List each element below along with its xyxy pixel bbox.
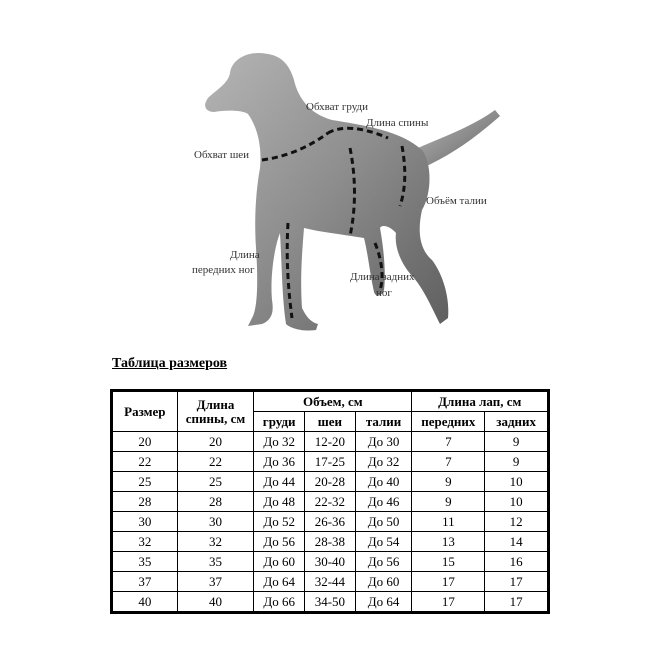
table-row — [113, 532, 548, 552]
table-cell: До 56 — [355, 552, 412, 572]
table-cell: 22 — [177, 452, 254, 472]
label-waist: Объём талии — [426, 195, 487, 207]
table-row — [113, 552, 548, 572]
header-neck: шеи — [305, 412, 356, 432]
table-cell: 30-40 — [305, 552, 356, 572]
table-cell: До 30 — [355, 432, 412, 452]
label-chest: Обхват груди — [306, 101, 368, 113]
table-cell: До 52 — [254, 512, 305, 532]
table-row — [113, 592, 548, 612]
table-row — [113, 572, 548, 592]
table-cell: 7 — [412, 452, 485, 472]
table-row — [113, 472, 548, 492]
table-cell: До 40 — [355, 472, 412, 492]
table-cell: 17 — [412, 572, 485, 592]
label-back: Длина спины — [366, 117, 429, 129]
table-cell: 30 — [177, 512, 254, 532]
header-paws: Длина лап, см — [412, 392, 548, 412]
header-hind: задних — [485, 412, 548, 432]
table-cell: 35 — [113, 552, 178, 572]
table-cell: 11 — [412, 512, 485, 532]
table-cell: 22 — [113, 452, 178, 472]
header-front: передних — [412, 412, 485, 432]
table-cell: 15 — [412, 552, 485, 572]
table-cell: 28 — [177, 492, 254, 512]
table-cell: До 60 — [355, 572, 412, 592]
table-cell: 17 — [485, 572, 548, 592]
dog-tail — [418, 110, 500, 168]
table-cell: 26-36 — [305, 512, 356, 532]
table-cell: 20 — [113, 432, 178, 452]
header-back-length-line2: спины, см — [185, 410, 246, 426]
table-cell: 22-32 — [305, 492, 356, 512]
table-cell: 35 — [177, 552, 254, 572]
table-cell: 20 — [177, 432, 254, 452]
size-table — [112, 391, 548, 612]
table-cell: 10 — [485, 472, 548, 492]
table-cell: До 56 — [254, 532, 305, 552]
table-row — [113, 452, 548, 472]
table-cell: 32-44 — [305, 572, 356, 592]
table-cell: 17 — [485, 592, 548, 612]
table-cell: 32 — [177, 532, 254, 552]
table-cell: До 32 — [355, 452, 412, 472]
table-row — [113, 432, 548, 452]
table-row — [113, 492, 548, 512]
header-back-length — [177, 392, 254, 432]
table-cell: 12-20 — [305, 432, 356, 452]
table-cell: 16 — [485, 552, 548, 572]
table-cell: 10 — [485, 492, 548, 512]
table-cell: 20-28 — [305, 472, 356, 492]
table-cell: 7 — [412, 432, 485, 452]
label-neck: Обхват шеи — [194, 149, 250, 161]
label-front-legs-2: передних ног — [192, 264, 255, 276]
table-cell: До 54 — [355, 532, 412, 552]
table-cell: 37 — [113, 572, 178, 592]
table-cell: До 50 — [355, 512, 412, 532]
label-hind-legs-2: ног — [376, 287, 392, 299]
table-cell: До 64 — [355, 592, 412, 612]
table-cell: 40 — [113, 592, 178, 612]
table-cell: 17-25 — [305, 452, 356, 472]
size-table-body — [113, 432, 548, 612]
table-cell: До 64 — [254, 572, 305, 592]
table-cell: 32 — [113, 532, 178, 552]
header-size: Размер — [113, 392, 178, 432]
table-cell: 28-38 — [305, 532, 356, 552]
table-cell: 9 — [412, 492, 485, 512]
table-cell: 17 — [412, 592, 485, 612]
table-cell: До 46 — [355, 492, 412, 512]
dog-measurement-illustration — [170, 28, 520, 358]
table-cell: 9 — [412, 472, 485, 492]
table-cell: 37 — [177, 572, 254, 592]
label-front-legs-1: Длина — [230, 249, 260, 261]
table-cell: 12 — [485, 512, 548, 532]
table-cell: До 48 — [254, 492, 305, 512]
header-chest: груди — [254, 412, 305, 432]
table-cell: 13 — [412, 532, 485, 552]
table-cell: До 60 — [254, 552, 305, 572]
table-title: Таблица размеров — [112, 356, 228, 371]
table-cell: До 32 — [254, 432, 305, 452]
table-cell: 14 — [485, 532, 548, 552]
table-cell: До 66 — [254, 592, 305, 612]
table-cell: 25 — [113, 472, 178, 492]
header-back-length-line1: Длина — [196, 396, 235, 412]
table-cell: 28 — [113, 492, 178, 512]
table-cell: 40 — [177, 592, 254, 612]
table-cell: До 36 — [254, 452, 305, 472]
table-cell: 34-50 — [305, 592, 356, 612]
table-cell: 9 — [485, 432, 548, 452]
header-volume: Объем, см — [254, 392, 412, 412]
table-cell: 9 — [485, 452, 548, 472]
dog-body — [205, 53, 448, 331]
table-cell: 30 — [113, 512, 178, 532]
table-cell: До 44 — [254, 472, 305, 492]
table-cell: 25 — [177, 472, 254, 492]
header-waist: талии — [355, 412, 412, 432]
table-row — [113, 512, 548, 532]
label-hind-legs-1: Длина задних — [350, 271, 415, 283]
